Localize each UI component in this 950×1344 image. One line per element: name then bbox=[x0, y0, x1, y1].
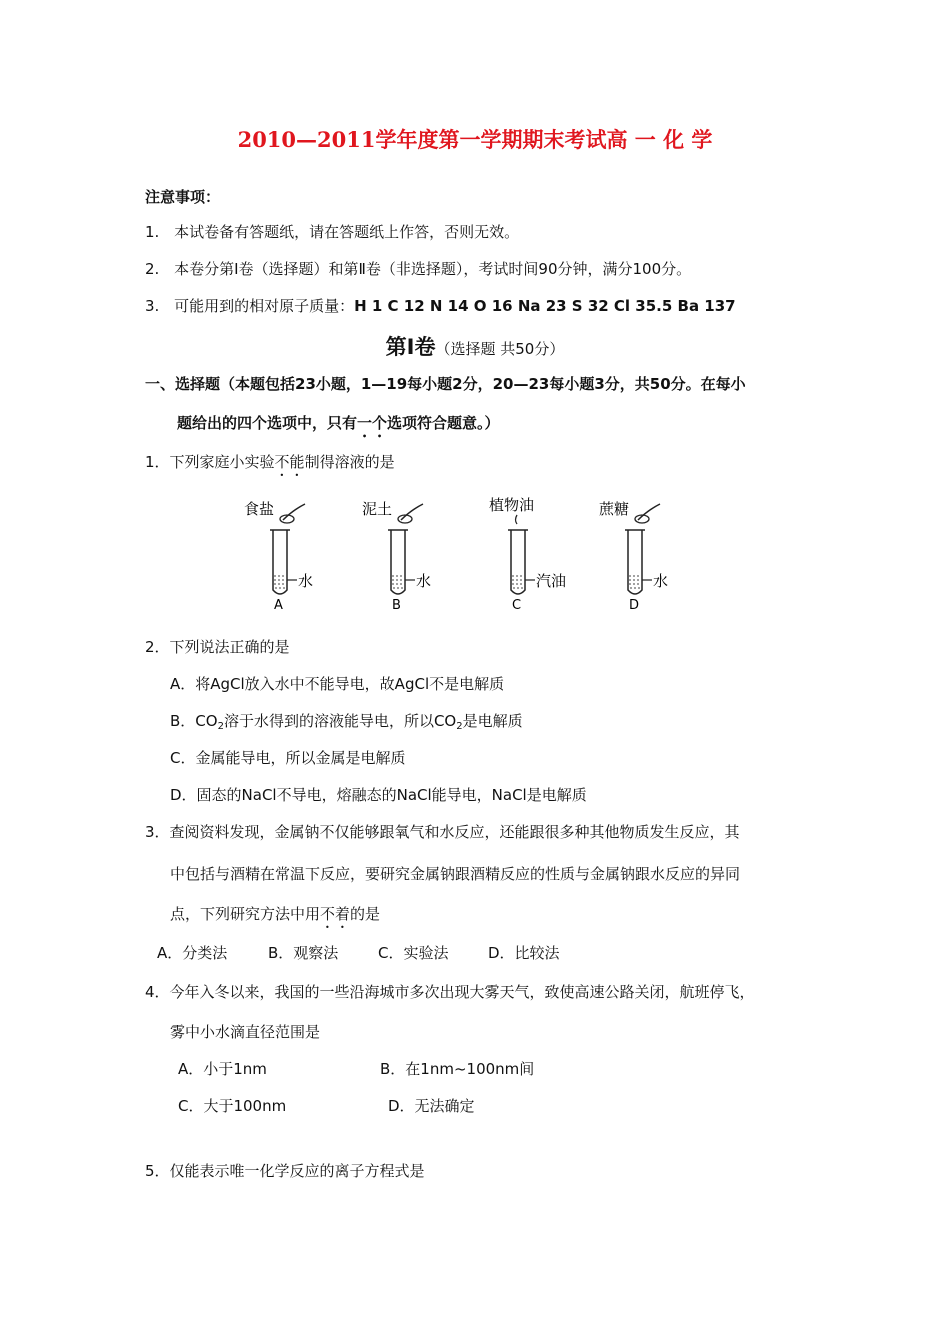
question-3-line1: 3．查阅资料发现，金属钠不仅能够跟氧气和水反应，还能跟很多种其他物质发生反应，其 bbox=[145, 823, 740, 841]
question-5-stem: 5．仅能表示唯一化学反应的离子方程式是 bbox=[145, 1162, 425, 1180]
liquid-label-A: 水 bbox=[298, 572, 314, 590]
option-text: 溶于水得到的溶液能导电，所以CO bbox=[223, 712, 457, 730]
question-3-line2: 中包括与酒精在常温下反应，要研究金属钠跟酒精反应的性质与金属钠跟水反应的异同 bbox=[170, 865, 741, 883]
notice-text: 本卷分第Ⅰ卷（选择题）和第Ⅱ卷（非选择题），考试时间90分钟，满分100分。 bbox=[174, 260, 692, 278]
solute-label-A: 食盐 bbox=[244, 500, 275, 518]
option-letter-A: A bbox=[274, 598, 283, 613]
emphasis-text: 一个 bbox=[357, 414, 388, 432]
exam-title: 2010—2011学年度第一学期期末考试高 一 化 学 bbox=[237, 127, 713, 152]
emphasis-text: 不着 bbox=[320, 905, 351, 923]
question-4-line1: 4．今年入冬以来，我国的一些沿海城市多次出现大雾天气，致使高速公路关闭，航班停飞， bbox=[145, 983, 755, 1001]
question-3-option-a: A．分类法 bbox=[157, 944, 228, 962]
notice-number: 2. bbox=[145, 260, 160, 278]
emphasis-text: 不能 bbox=[274, 453, 305, 471]
question-4-option-a: A．小于1nm bbox=[178, 1060, 267, 1078]
section-instruction-line2 bbox=[177, 413, 500, 441]
option-letter-B: B bbox=[392, 598, 401, 613]
solute-label-D: 蔗糖 bbox=[599, 500, 630, 518]
notice-heading: 注意事项： bbox=[145, 188, 221, 206]
question-4-option-c: C．大于100nm bbox=[178, 1097, 287, 1115]
question-2-option-d: D．固态的NaCl不导电，熔融态的NaCl能导电，NaCl是电解质 bbox=[170, 786, 587, 804]
section-text: 题给出的四个选项中，只有 bbox=[177, 414, 358, 432]
volume-subtitle: （选择题 共50分） bbox=[435, 340, 565, 358]
stem-text: 制得溶液的是 bbox=[304, 453, 395, 471]
question-2-option-b bbox=[170, 711, 523, 731]
question-2-stem: 2．下列说法正确的是 bbox=[145, 638, 290, 656]
stem-text: 的是 bbox=[350, 905, 381, 923]
question-3-option-d: D．比较法 bbox=[488, 944, 560, 962]
volume-title: 第Ⅰ卷 bbox=[385, 335, 436, 359]
section-instruction-line1: 一、选择题（本题包括23小题，1—19每小题2分，20—23每小题3分，共50分。在每小 bbox=[145, 375, 746, 393]
stem-text: 点，下列研究方法中用 bbox=[170, 905, 321, 923]
question-2-option-c: C．金属能导电，所以金属是电解质 bbox=[170, 749, 406, 767]
notice-item-3 bbox=[145, 296, 736, 316]
liquid-label-C: 汽油 bbox=[536, 572, 567, 590]
tube-A bbox=[244, 500, 313, 613]
atomic-masses: H 1 C 12 N 14 O 16 Na 23 S 32 Cl 35.5 Ba 137 bbox=[354, 297, 736, 315]
question-1-stem bbox=[145, 452, 395, 480]
liquid-label-B: 水 bbox=[416, 572, 432, 590]
dropper-icon bbox=[516, 515, 518, 524]
option-text: B．CO bbox=[170, 712, 218, 730]
notice-text: 本试卷备有答题纸，请在答题纸上作答，否则无效。 bbox=[174, 223, 520, 241]
liquid-label-D: 水 bbox=[653, 572, 669, 590]
volume-heading bbox=[0, 331, 950, 361]
option-letter-C: C bbox=[512, 598, 522, 613]
notice-item-1 bbox=[145, 222, 519, 242]
solute-label-B: 泥土 bbox=[362, 500, 393, 518]
notice-text: 可能用到的相对原子质量： bbox=[174, 297, 355, 315]
notice-number: 1. bbox=[145, 223, 160, 241]
question-4-line2: 雾中小水滴直径范围是 bbox=[170, 1023, 321, 1041]
option-text: 是电解质 bbox=[462, 712, 523, 730]
notice-item-2 bbox=[145, 259, 691, 279]
question-3-option-c: C．实验法 bbox=[378, 944, 449, 962]
solute-label-C: 植物油 bbox=[489, 496, 535, 514]
test-tube-figure bbox=[235, 490, 675, 620]
tube-B bbox=[362, 500, 431, 613]
question-3-option-b: B．观察法 bbox=[268, 944, 339, 962]
question-4-option-d: D．无法确定 bbox=[388, 1097, 475, 1115]
notice-number: 3. bbox=[145, 297, 160, 315]
tube-C bbox=[489, 496, 566, 613]
subscript: 2 bbox=[217, 721, 224, 732]
question-4-option-b: B．在1nm~100nm间 bbox=[380, 1060, 535, 1078]
question-3-line3 bbox=[170, 904, 380, 932]
section-text: 选项符合题意。） bbox=[387, 414, 500, 432]
question-2-option-a: A．将AgCl放入水中不能导电，故AgCl不是电解质 bbox=[170, 675, 505, 693]
subscript: 2 bbox=[456, 721, 463, 732]
option-letter-D: D bbox=[629, 598, 640, 613]
stem-text: 1．下列家庭小实验 bbox=[145, 453, 275, 471]
tube-D bbox=[599, 500, 668, 613]
